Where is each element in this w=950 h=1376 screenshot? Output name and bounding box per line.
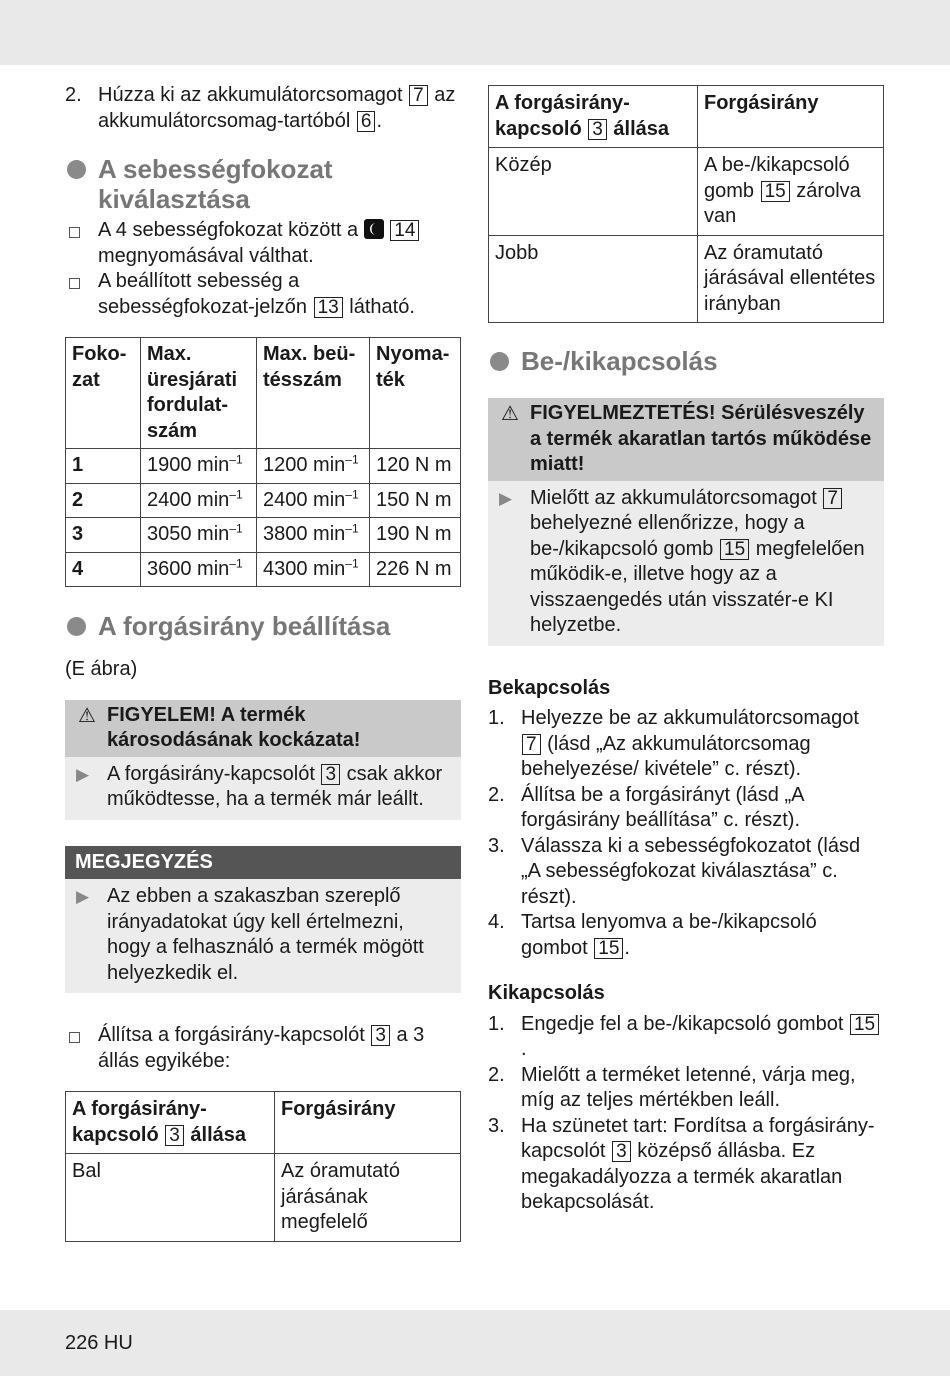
rpm-cell xyxy=(141,449,257,484)
step-item xyxy=(488,910,884,961)
gear-cell: 3 xyxy=(66,518,141,553)
table-row xyxy=(66,1154,461,1242)
step-text: az akkumulátorcsomag-tartóból xyxy=(98,84,456,132)
cell-value: 2400 min xyxy=(263,488,346,511)
step-text: . xyxy=(376,109,383,132)
part-ref: 3 xyxy=(612,1141,631,1162)
step-text: Mielőtt a terméket letenné, várja meg, míg az teljes mértékben leáll. xyxy=(521,1063,856,1111)
step-number: 1. xyxy=(488,707,505,729)
part-ref: 7 xyxy=(823,488,842,509)
warning-text: megfelelően működik-e, illetve hogy az a visszaengedés után visszatér-e KI helyzetbe. xyxy=(530,537,865,636)
warning-icon: ⚠ xyxy=(501,403,519,425)
set-bullets xyxy=(65,1023,461,1074)
cell-value: 1900 min xyxy=(147,454,230,476)
table-header: Foko-zat xyxy=(66,338,141,449)
direction-cell: Az óramutató járásának megfelelő xyxy=(275,1154,461,1242)
figure-ref: (E ábra) xyxy=(65,658,138,680)
bullet-text: A 4 sebességfokozat között a xyxy=(98,219,359,241)
part-ref: 7 xyxy=(409,85,428,106)
step-text: középső állásba. Ez megakadályozza a termék akaratlan bekapcsolását. xyxy=(521,1140,843,1213)
position-cell: Bal xyxy=(66,1154,275,1242)
step-text: (lásd „Az akkumulátorcsomag behelyezése/ kivétele” c. részt). xyxy=(521,732,811,780)
table-row xyxy=(66,483,461,518)
cell-text: A be-/kikapcsoló gomb xyxy=(704,154,850,202)
unit-sup: –1 xyxy=(345,521,359,536)
speed-selector-icon xyxy=(364,219,384,239)
table-header: Max. üresjárati fordulat-szám xyxy=(141,338,257,449)
table-header: Nyoma-ték xyxy=(370,338,461,449)
warning-title: FIGYELMEZTETÉS! Sérülésveszély a termék akaratlan tartós működése miatt! xyxy=(530,402,872,475)
bullet-dot xyxy=(67,617,86,636)
table-header: Max. beü-tésszám xyxy=(257,338,370,449)
step-number: 1. xyxy=(488,1012,505,1035)
caution-body xyxy=(65,757,461,820)
bullet-dot xyxy=(67,160,86,179)
position-cell: Közép xyxy=(489,148,698,236)
right-column xyxy=(488,85,884,1216)
part-ref: 15 xyxy=(761,181,790,202)
table-header xyxy=(66,1092,275,1154)
step-item xyxy=(488,1012,884,1063)
caution-title: FIGYELEM! A termék károsodásának kockázata! xyxy=(107,703,361,751)
page-footer: 226 HU xyxy=(65,1332,133,1354)
ipm-cell xyxy=(257,449,370,484)
caution-head xyxy=(65,700,461,757)
step-text: Válassza ki a sebességfokozatot (lásd „A sebességfokozat kiválasztása” c. részt). xyxy=(521,834,861,908)
unit-sup: –1 xyxy=(229,486,243,501)
torque-cell: 120 N m xyxy=(370,449,461,484)
step-text: Állítsa be a forgásirányt (lásd „A forgásirány beállítása” c. részt). xyxy=(521,783,804,831)
step-number: 3. xyxy=(488,1114,505,1137)
speed-bullets xyxy=(65,218,461,320)
position-cell: Jobb xyxy=(489,235,698,323)
header-text: A forgásirány-kapcsoló xyxy=(495,92,630,140)
switch-off-steps xyxy=(488,1012,884,1216)
step-text: Tartsa lenyomva a be-/kikapcsoló gombot xyxy=(521,911,817,959)
arrow-bullet-icon: ▶ xyxy=(76,764,90,784)
step-text: Helyezze be az akkumulátorcsomagot xyxy=(521,707,859,729)
rpm-cell xyxy=(141,518,257,553)
caution-text: csak akkor működtesse, ha a termék már leállt. xyxy=(107,762,443,810)
unit-sup: –1 xyxy=(229,452,243,467)
gear-cell: 1 xyxy=(66,449,141,484)
part-ref: 3 xyxy=(588,119,607,140)
step-text: . xyxy=(521,1038,527,1060)
bullet-item xyxy=(65,218,461,269)
part-ref: 3 xyxy=(321,764,340,785)
removal-steps xyxy=(65,83,461,134)
step-2 xyxy=(65,83,461,134)
cell-value: 4300 min xyxy=(263,557,346,580)
step-item xyxy=(488,1063,884,1114)
square-bullet xyxy=(69,278,80,289)
part-ref: 13 xyxy=(314,297,343,318)
table-row xyxy=(66,552,461,587)
step-text: Engedje fel a be-/kikapcsoló gombot xyxy=(521,1012,844,1035)
table-header-row xyxy=(66,338,461,449)
step-text: Ha szünetet tart: Fordítsa a forgásirány-kapcsolót xyxy=(521,1114,875,1162)
note-text: Az ebben a szakaszban szereplő irányadatokat úgy kell értelmezni, hogy a felhasználó a termék mögött helyezkedik el. xyxy=(107,885,424,984)
warning-body xyxy=(488,481,884,646)
warning-icon: ⚠ xyxy=(78,704,96,727)
cell-value: 2400 min xyxy=(147,488,230,511)
table-header: Forgásirány xyxy=(698,86,884,148)
torque-cell: 150 N m xyxy=(370,483,461,518)
warning-head xyxy=(488,398,884,481)
bullet-text: a 3 állás egyikébe: xyxy=(98,1024,425,1072)
caution-box xyxy=(65,700,461,820)
bullet-text: A beállított sebesség a sebességfokozat-jelzőn xyxy=(98,270,308,318)
warning-text: Mielőtt az akkumulátorcsomagot xyxy=(530,486,817,509)
direction-table-left xyxy=(65,1091,461,1242)
ipm-cell xyxy=(257,483,370,518)
torque-cell: 226 N m xyxy=(370,552,461,587)
table-header xyxy=(489,86,698,148)
cell-value: 1200 min xyxy=(263,454,346,476)
rpm-cell xyxy=(141,483,257,518)
square-bullet xyxy=(69,227,80,238)
bullet-text: Állítsa a forgásirány-kapcsolót xyxy=(98,1024,365,1046)
unit-sup: –1 xyxy=(345,452,359,467)
header-text: állása xyxy=(190,1123,247,1146)
part-ref: 15 xyxy=(594,938,623,959)
gear-cell: 4 xyxy=(66,552,141,587)
caution-text: A forgásirány-kapcsolót xyxy=(107,762,315,785)
table-header: Forgásirány xyxy=(275,1092,461,1154)
step-item xyxy=(488,783,884,834)
bullet-item xyxy=(65,1023,461,1074)
step-number: 2. xyxy=(488,1063,505,1086)
step-text: . xyxy=(624,936,630,959)
cell-value: 3600 min xyxy=(147,557,230,580)
step-item xyxy=(488,834,884,911)
switch-off-title: Kikapcsolás xyxy=(488,982,605,1004)
left-column xyxy=(65,83,461,1242)
cell-value: 3800 min xyxy=(263,523,346,545)
warning-text: behelyezné ellenőrizze, hogy a be-/kikapcsoló gomb xyxy=(530,512,805,560)
direction-cell xyxy=(698,148,884,236)
heading-text: A sebességfokozat kiválasztása xyxy=(98,154,333,214)
cell-value: 3050 min xyxy=(147,523,230,545)
arrow-bullet-icon: ▶ xyxy=(499,488,513,508)
arrow-bullet-icon: ▶ xyxy=(76,887,90,906)
direction-heading xyxy=(65,611,461,641)
rpm-cell xyxy=(141,552,257,587)
bottom-band xyxy=(0,1310,950,1376)
part-ref: 7 xyxy=(522,734,541,755)
step-number: 3. xyxy=(488,834,505,857)
step-text: Húzza ki az akkumulátorcsomagot xyxy=(98,84,403,106)
direction-cell: Az óramutató járásával ellentétes irányban xyxy=(698,235,884,323)
speed-table xyxy=(65,337,461,587)
unit-sup: –1 xyxy=(345,486,359,501)
table-row xyxy=(66,449,461,484)
onoff-heading xyxy=(488,346,884,376)
unit-sup: –1 xyxy=(229,555,243,570)
heading-text: Be-/kikapcsolás xyxy=(521,346,718,376)
bullet-dot xyxy=(490,352,509,371)
switch-on-steps xyxy=(488,706,884,961)
speed-heading xyxy=(65,154,461,214)
cell-text: zárolva van xyxy=(704,179,861,227)
torque-cell: 190 N m xyxy=(370,518,461,553)
bullet-text: megnyomásával válthat. xyxy=(98,244,314,267)
unit-sup: –1 xyxy=(229,521,243,536)
step-item xyxy=(488,1114,884,1216)
bullet-item xyxy=(65,269,461,320)
step-number: 2. xyxy=(65,84,82,106)
header-text: A forgásirány-kapcsoló xyxy=(72,1098,207,1146)
table-header-row xyxy=(489,86,884,148)
part-ref: 15 xyxy=(850,1014,879,1035)
square-bullet xyxy=(69,1032,80,1043)
bullet-text: látható. xyxy=(349,295,415,318)
note-box xyxy=(65,846,461,994)
gear-cell: 2 xyxy=(66,483,141,518)
ipm-cell xyxy=(257,552,370,587)
note-body xyxy=(65,879,461,993)
warning-box xyxy=(488,398,884,646)
table-row xyxy=(66,518,461,553)
table-header-row xyxy=(66,1092,461,1154)
part-ref: 6 xyxy=(357,111,376,132)
step-number: 4. xyxy=(488,911,505,933)
part-ref: 3 xyxy=(165,1125,184,1146)
heading-text: A forgásirány beállítása xyxy=(98,611,391,641)
switch-on-title: Bekapcsolás xyxy=(488,676,611,699)
table-row xyxy=(489,148,884,236)
ipm-cell xyxy=(257,518,370,553)
step-number: 2. xyxy=(488,783,505,806)
unit-sup: –1 xyxy=(345,555,359,570)
note-head: MEGJEGYZÉS xyxy=(65,846,461,880)
top-band xyxy=(0,0,950,65)
part-ref: 14 xyxy=(390,220,419,241)
table-row xyxy=(489,235,884,323)
step-item xyxy=(488,706,884,783)
part-ref: 3 xyxy=(371,1025,390,1046)
part-ref: 15 xyxy=(720,539,749,560)
direction-table-right xyxy=(488,85,884,323)
header-text: állása xyxy=(613,117,670,140)
